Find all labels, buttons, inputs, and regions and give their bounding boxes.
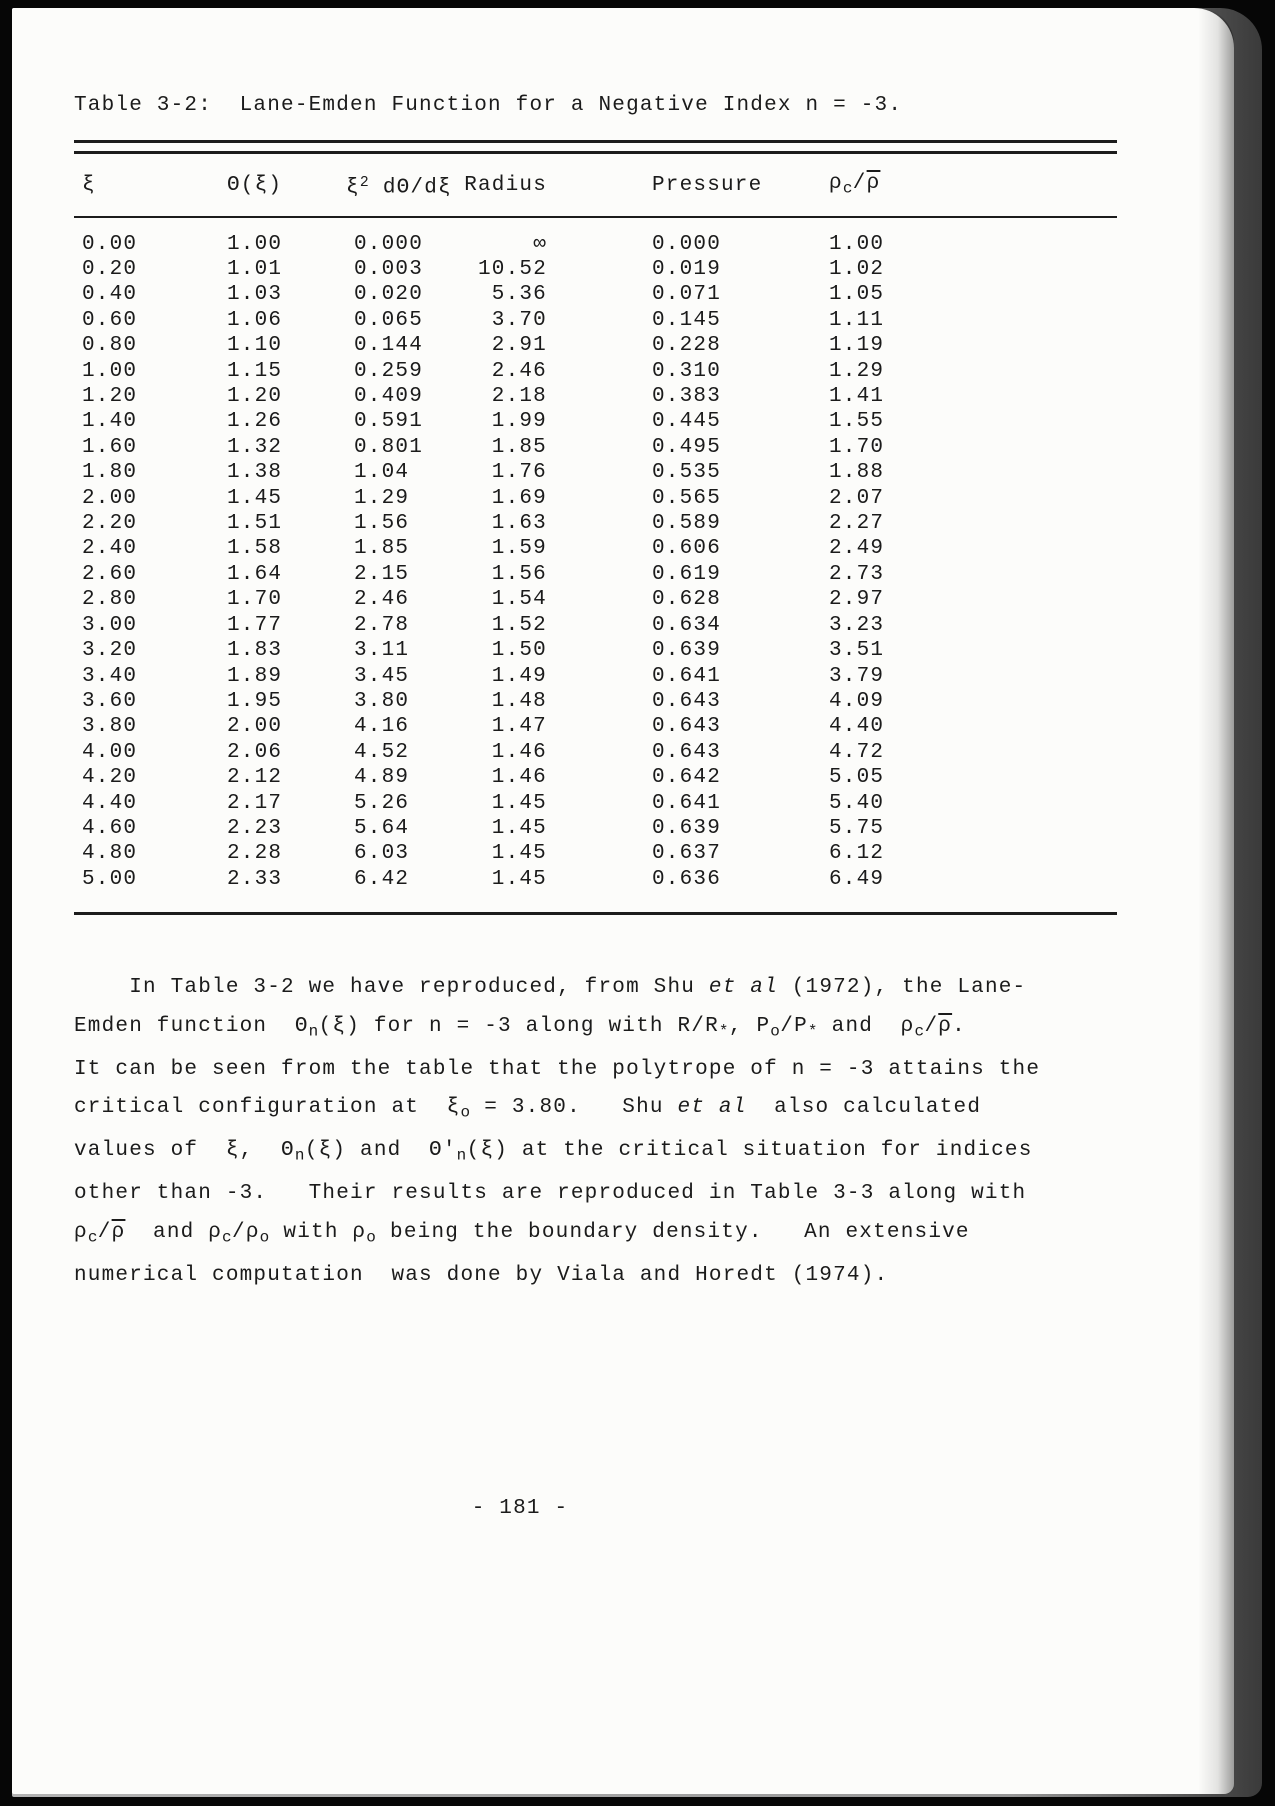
table-row [74, 740, 1117, 765]
table-cell: 0.643 [652, 715, 722, 739]
table-cell: 0.641 [652, 791, 722, 815]
paragraph-line: $\rho_c/\overline{\rho}$ and $\rho_c/\rho_o$ with $\rho_o$ being the boundary density. An extensive [74, 1220, 970, 1247]
table-cell: 2.27 [829, 512, 885, 536]
table-row [74, 308, 1117, 333]
table-cell: 5.36 [491, 283, 547, 307]
table-cell: 1.06 [227, 308, 283, 332]
table-cell: 0.000 [652, 232, 722, 256]
table-cell: 3.11 [354, 639, 410, 663]
table-cell: 0.445 [652, 410, 722, 434]
table-cell: 0.628 [652, 588, 722, 612]
table-cell: 1.45 [227, 486, 283, 510]
table-cell: 1.47 [491, 715, 547, 739]
table-cell: 1.85 [491, 435, 547, 459]
table-cell: 1.10 [227, 334, 283, 358]
table-cell: 3.79 [829, 664, 885, 688]
table-cell: 5.26 [354, 791, 410, 815]
table-cell: 0.383 [652, 385, 722, 409]
table-cell: 2.46 [354, 588, 410, 612]
table-cell: 0.801 [354, 435, 424, 459]
table-cell: 1.04 [354, 461, 410, 485]
table-row [74, 536, 1117, 561]
col-header-xi2-dtheta: $\xi^2$ dΘ/dξ [346, 154, 459, 217]
table-body [74, 217, 1117, 893]
table-row [74, 587, 1117, 612]
table-row [74, 714, 1117, 739]
table-cell: 1.46 [491, 740, 547, 764]
table-cell: 0.643 [652, 740, 722, 764]
table-cell: 3.40 [82, 664, 138, 688]
table-cell: 0.641 [652, 664, 722, 688]
table-cell: 1.19 [829, 334, 885, 358]
table-cell: 1.49 [491, 664, 547, 688]
page-content [74, 8, 1117, 1523]
table-cell: 0.259 [354, 359, 424, 383]
table-cell: 1.05 [829, 283, 885, 307]
table-cell: 4.72 [829, 740, 885, 764]
table-cell: 4.16 [354, 715, 410, 739]
table-cell: 3.51 [829, 639, 885, 663]
table-cell: 0.639 [652, 816, 722, 840]
table-cell: 0.639 [652, 639, 722, 663]
table-cell: 2.28 [227, 842, 283, 866]
paragraph-line: other than -3. Their results are reproduced in Table 3-3 along with [74, 1182, 1027, 1206]
table-cell: 4.52 [354, 740, 410, 764]
col-header-theta: Θ(ξ) [219, 154, 346, 217]
table-cell: 6.42 [354, 867, 410, 891]
table-cell: 0.565 [652, 486, 722, 510]
table-cell: 2.00 [227, 715, 283, 739]
table-row [74, 333, 1117, 358]
table-cell: 3.80 [82, 715, 138, 739]
table-cell: 1.32 [227, 435, 283, 459]
table-cell: 4.09 [829, 689, 885, 713]
table-cell: 0.634 [652, 613, 722, 637]
table-cell: 1.55 [829, 410, 885, 434]
col-header-xi: ξ [74, 154, 219, 217]
table-cell: 1.95 [227, 689, 283, 713]
table-cell: 1.56 [491, 562, 547, 586]
table-cell: 0.020 [354, 283, 424, 307]
table-cell: 0.495 [652, 435, 722, 459]
table-cell: 2.00 [82, 486, 138, 510]
table-cell: 1.29 [829, 359, 885, 383]
col-header-rho-ratio: $\rho_c/\overline{\rho}$ [819, 154, 1117, 217]
table-cell: 1.46 [491, 766, 547, 790]
table-cell: 1.88 [829, 461, 885, 485]
table-row [74, 359, 1117, 384]
table-row [74, 435, 1117, 460]
table-row [74, 791, 1117, 816]
table-row [74, 562, 1117, 587]
table-cell: 2.80 [82, 588, 138, 612]
table-cell: 6.12 [829, 842, 885, 866]
table-cell: 1.00 [82, 359, 138, 383]
table-cell: 3.60 [82, 689, 138, 713]
table-cell: 0.409 [354, 385, 424, 409]
table-row [74, 867, 1117, 892]
table-cell: 2.07 [829, 486, 885, 510]
table-cell: 2.40 [82, 537, 138, 561]
table-cell: ∞ [533, 232, 547, 256]
table-cell: 0.643 [652, 689, 722, 713]
table-cell: 1.52 [491, 613, 547, 637]
table-row [74, 664, 1117, 689]
table-cell: 0.619 [652, 562, 722, 586]
table-row [74, 217, 1117, 257]
table-cell: 2.20 [82, 512, 138, 536]
table-cell: 5.00 [82, 867, 138, 891]
table-cell: 1.02 [829, 258, 885, 282]
table-top-rule [74, 140, 1117, 154]
table-cell: 0.40 [82, 283, 138, 307]
table-cell: 1.41 [829, 385, 885, 409]
table-caption: Table 3-2: Lane-Emden Function for a Negative Index n = -3. [74, 94, 903, 117]
table-header [74, 154, 1117, 217]
table-row [74, 689, 1117, 714]
table-cell: 2.23 [227, 816, 283, 840]
table-cell: 1.59 [491, 537, 547, 561]
table-cell: 0.637 [652, 842, 722, 866]
table-cell: 0.019 [652, 258, 722, 282]
table-cell: 0.636 [652, 867, 722, 891]
table-cell: 3.23 [829, 613, 885, 637]
table-cell: 0.228 [652, 334, 722, 358]
table-cell: 0.310 [652, 359, 722, 383]
table-cell: 1.11 [829, 308, 885, 332]
table-cell: 1.70 [227, 588, 283, 612]
table-cell: 1.70 [829, 435, 885, 459]
lane-emden-table [74, 154, 1117, 892]
table-cell: 1.58 [227, 537, 283, 561]
table-cell: 1.29 [354, 486, 410, 510]
table-cell: 0.000 [354, 232, 424, 256]
table-cell: 4.40 [829, 715, 885, 739]
table-cell: 1.01 [227, 258, 283, 282]
paragraph-line: numerical computation was done by Viala and Horedt (1974). [74, 1263, 889, 1287]
table-cell: 1.26 [227, 410, 283, 434]
table-cell: 6.03 [354, 842, 410, 866]
table-cell: 1.15 [227, 359, 283, 383]
table-cell: 2.91 [491, 334, 547, 358]
table-cell: 1.38 [227, 461, 283, 485]
table-cell: 0.20 [82, 258, 138, 282]
table-cell: 0.145 [652, 308, 722, 332]
table-cell: 1.63 [491, 512, 547, 536]
col-header-pressure: Pressure [644, 154, 819, 217]
paragraph-line: critical configuration at $\xi_o = 3.80$. Shu et al also calculated [74, 1096, 982, 1122]
table-cell: 3.70 [491, 308, 547, 332]
page-number: - 181 - [471, 1497, 569, 1521]
table-cell: 1.60 [82, 435, 138, 459]
table-cell: 6.49 [829, 867, 885, 891]
table-cell: 1.48 [491, 689, 547, 713]
col-header-radius: Radius [459, 154, 644, 217]
table-cell: 0.80 [82, 334, 138, 358]
table-cell: 1.20 [82, 385, 138, 409]
table-cell: 4.20 [82, 766, 138, 790]
table-cell: 1.45 [491, 791, 547, 815]
table-cell: 1.20 [227, 385, 283, 409]
table-row [74, 638, 1117, 663]
table-cell: 1.54 [491, 588, 547, 612]
table-cell: 0.003 [354, 258, 424, 282]
table-cell: 1.45 [491, 867, 547, 891]
table-cell: 5.64 [354, 816, 410, 840]
table-cell: 5.05 [829, 766, 885, 790]
table-row [74, 409, 1117, 434]
table-cell: 0.00 [82, 232, 138, 256]
table-cell: 1.45 [491, 816, 547, 840]
table-cell: 5.40 [829, 791, 885, 815]
table-cell: 2.33 [227, 867, 283, 891]
table-cell: 0.071 [652, 283, 722, 307]
table-cell: 1.00 [829, 232, 885, 256]
paragraph-line: Emden function $\Theta_n(\xi)$ for n = -3 along with $R/R_*$, $P_o/P_*$ and $\rho_c/\overline{\rho}$. [74, 1014, 966, 1041]
table-cell: 2.60 [82, 562, 138, 586]
table-cell: 0.642 [652, 766, 722, 790]
table-cell: 0.606 [652, 537, 722, 561]
table-cell: 1.56 [354, 512, 410, 536]
table-cell: 3.80 [354, 689, 410, 713]
table-cell: 0.591 [354, 410, 424, 434]
table-cell: 0.60 [82, 308, 138, 332]
table-cell: 1.77 [227, 613, 283, 637]
table-cell: 1.40 [82, 410, 138, 434]
table-row [74, 511, 1117, 536]
table-cell: 2.49 [829, 537, 885, 561]
table-cell: 2.46 [491, 359, 547, 383]
table-row [74, 816, 1117, 841]
table-row [74, 257, 1117, 282]
table-cell: 1.00 [227, 232, 283, 256]
table-cell: 2.12 [227, 766, 283, 790]
table-cell: 4.40 [82, 791, 138, 815]
paragraph-line: values of ξ, $\Theta_n(\xi)$ and $\Theta'_n(\xi)$ at the critical situation for indices [74, 1139, 1033, 1165]
table-cell: 1.45 [491, 842, 547, 866]
table-row [74, 613, 1117, 638]
table-row [74, 282, 1117, 307]
table-cell: 4.89 [354, 766, 410, 790]
table-cell: 0.144 [354, 334, 424, 358]
table-cell: 0.589 [652, 512, 722, 536]
table-cell: 0.535 [652, 461, 722, 485]
table-cell: 1.69 [491, 486, 547, 510]
table-cell: 1.64 [227, 562, 283, 586]
table-cell: 2.73 [829, 562, 885, 586]
table-cell: 1.03 [227, 283, 283, 307]
table-cell: 2.78 [354, 613, 410, 637]
body-paragraph [74, 969, 1084, 1295]
table-cell: 1.89 [227, 664, 283, 688]
table-cell: 3.45 [354, 664, 410, 688]
table-row [74, 841, 1117, 866]
table-cell: 3.00 [82, 613, 138, 637]
table-cell: 2.15 [354, 562, 410, 586]
table-cell: 10.52 [477, 258, 547, 282]
table-cell: 1.76 [491, 461, 547, 485]
table-cell: 2.18 [491, 385, 547, 409]
table-cell: 4.80 [82, 842, 138, 866]
table-row [74, 765, 1117, 790]
table-cell: 1.50 [491, 639, 547, 663]
table-cell: 1.99 [491, 410, 547, 434]
table-cell: 5.75 [829, 816, 885, 840]
table-row [74, 486, 1117, 511]
table-cell: 0.065 [354, 308, 424, 332]
table-row [74, 460, 1117, 485]
table-cell: 1.83 [227, 639, 283, 663]
table-row [74, 384, 1117, 409]
header-row [74, 154, 1117, 217]
table-cell: 2.97 [829, 588, 885, 612]
table-cell: 4.60 [82, 816, 138, 840]
paragraph-line: In Table 3-2 we have reproduced, from Shu et al (1972), the Lane- [74, 976, 1027, 1000]
table-cell: 1.85 [354, 537, 410, 561]
table-cell: 1.51 [227, 512, 283, 536]
table-cell: 4.00 [82, 740, 138, 764]
table-cell: 2.06 [227, 740, 283, 764]
table-cell: 3.20 [82, 639, 138, 663]
table-cell: 1.80 [82, 461, 138, 485]
table-bottom-rule [74, 912, 1117, 915]
page [12, 8, 1234, 1794]
paragraph-line: It can be seen from the table that the polytrope of n = -3 attains the [74, 1057, 1041, 1081]
table-cell: 2.17 [227, 791, 283, 815]
